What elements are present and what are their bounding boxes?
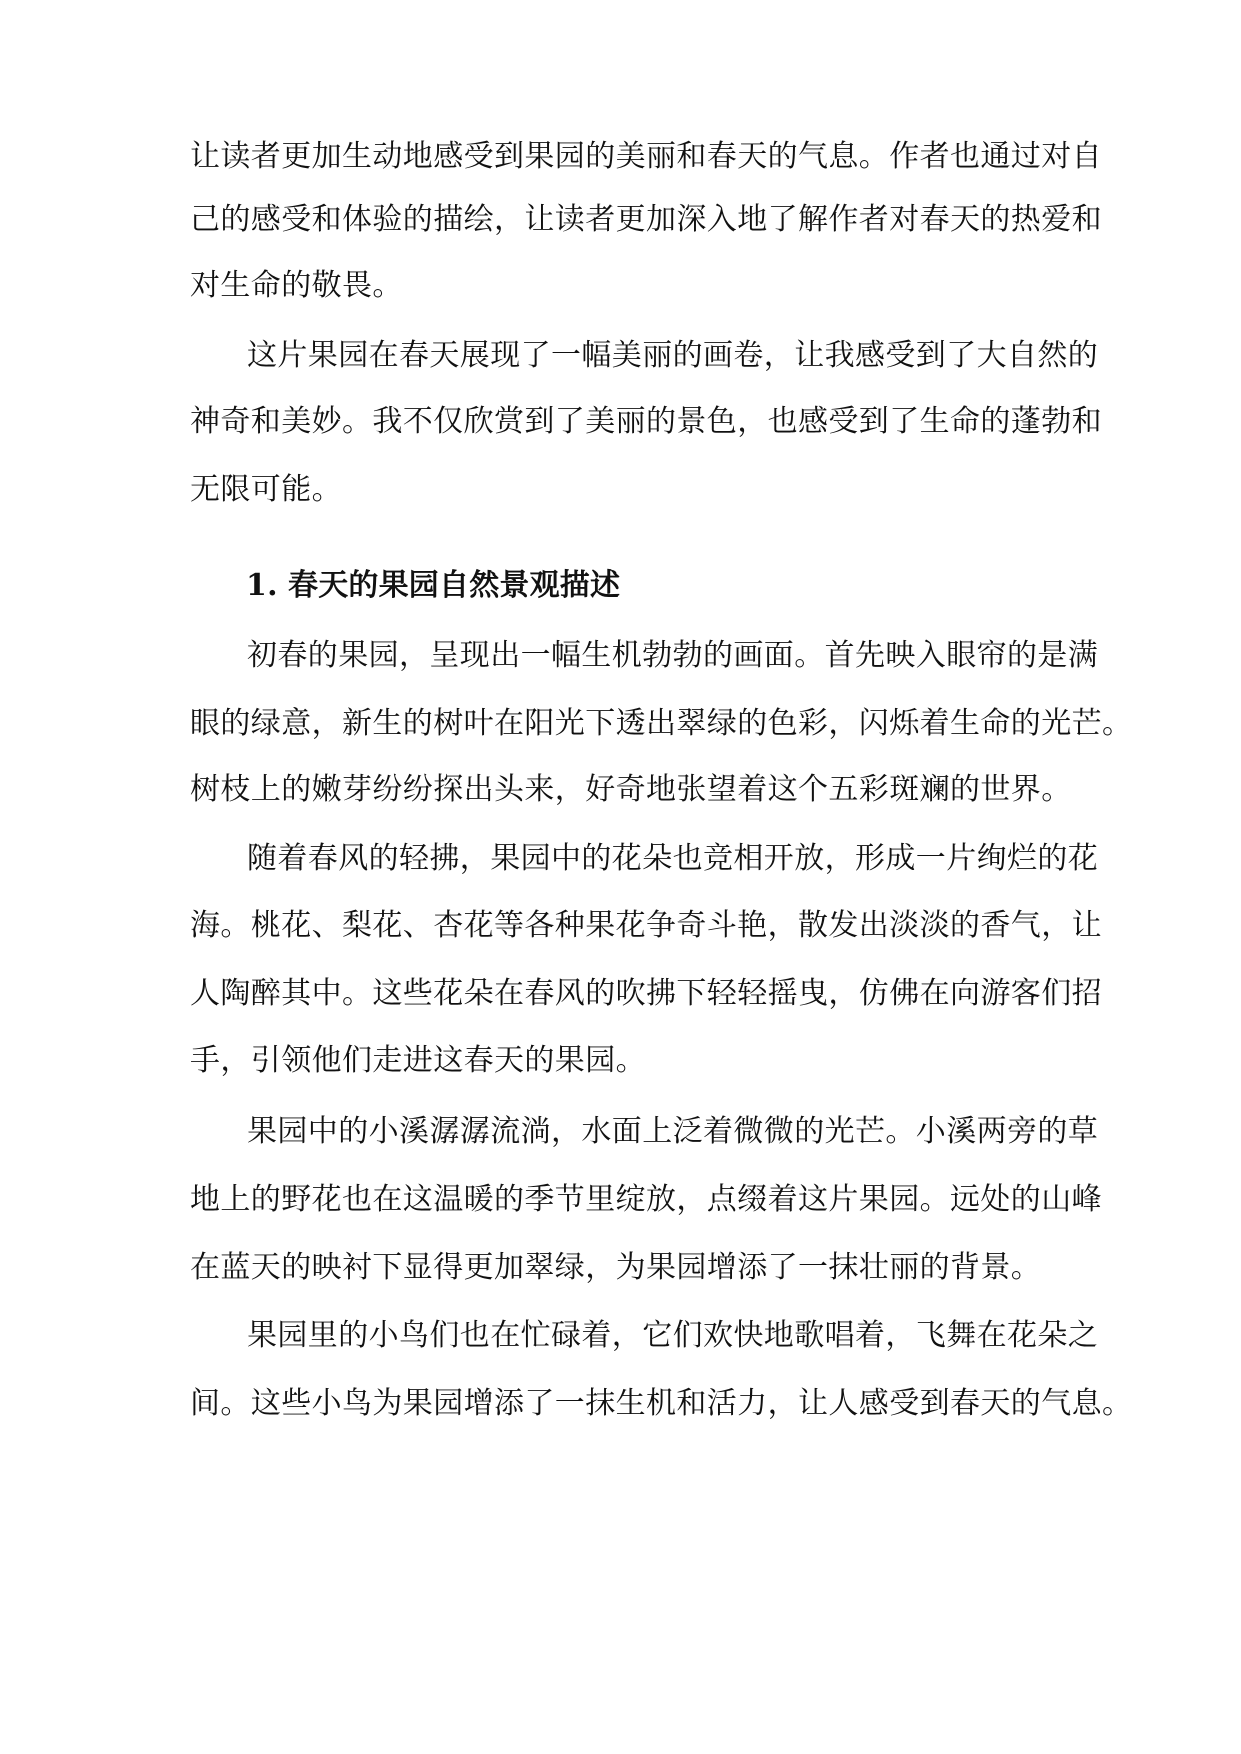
section-heading (246, 566, 1116, 606)
text-line: 间。这些小鸟为果园增添了一抹生机和活力，让人感受到春天的气息。 (190, 1386, 1133, 1421)
text-line: 随着春风的轻拂，果园中的花朵也竞相开放，形成一片绚烂的花 (247, 841, 1099, 876)
text-line: 无限可能。 (190, 472, 342, 507)
text-line: 这片果园在春天展现了一幅美丽的画卷，让我感受到了大自然的 (247, 338, 1099, 373)
text-line: 对生命的敬畏。 (190, 268, 403, 303)
text-line: 树枝上的嫩芽纷纷探出头来，好奇地张望着这个五彩斑斓的世界。 (190, 772, 1072, 807)
text-line: 初春的果园，呈现出一幅生机勃勃的画面。首先映入眼帘的是满 (247, 638, 1099, 673)
text-line: 手，引领他们走进这春天的果园。 (190, 1043, 646, 1078)
section-title: 春天的果园自然景观描述 (288, 568, 621, 603)
text-line: 己的感受和体验的描绘，让读者更加深入地了解作者对春天的热爱和 (190, 202, 1102, 237)
text-line: 眼的绿意，新生的树叶在阳光下透出翠绿的色彩，闪烁着生命的光芒。 (190, 706, 1133, 741)
section-number: 1. (246, 568, 278, 603)
text-line: 果园里的小鸟们也在忙碌着，它们欢快地歌唱着，飞舞在花朵之 (247, 1318, 1099, 1353)
text-line: 海。桃花、梨花、杏花等各种果花争奇斗艳，散发出淡淡的香气，让 (190, 908, 1102, 943)
text-line: 地上的野花也在这温暖的季节里绽放，点缀着这片果园。远处的山峰 (190, 1182, 1102, 1217)
text-line: 在蓝天的映衬下显得更加翠绿，为果园增添了一抹壮丽的背景。 (190, 1250, 1042, 1285)
text-line: 果园中的小溪潺潺流淌，水面上泛着微微的光芒。小溪两旁的草 (247, 1114, 1099, 1149)
text-line: 神奇和美妙。我不仅欣赏到了美丽的景色，也感受到了生命的蓬勃和 (190, 404, 1102, 439)
text-line: 人陶醉其中。这些花朵在春风的吹拂下轻轻摇曳，仿佛在向游客们招 (190, 976, 1102, 1011)
text-line: 让读者更加生动地感受到果园的美丽和春天的气息。作者也通过对自 (190, 139, 1102, 174)
